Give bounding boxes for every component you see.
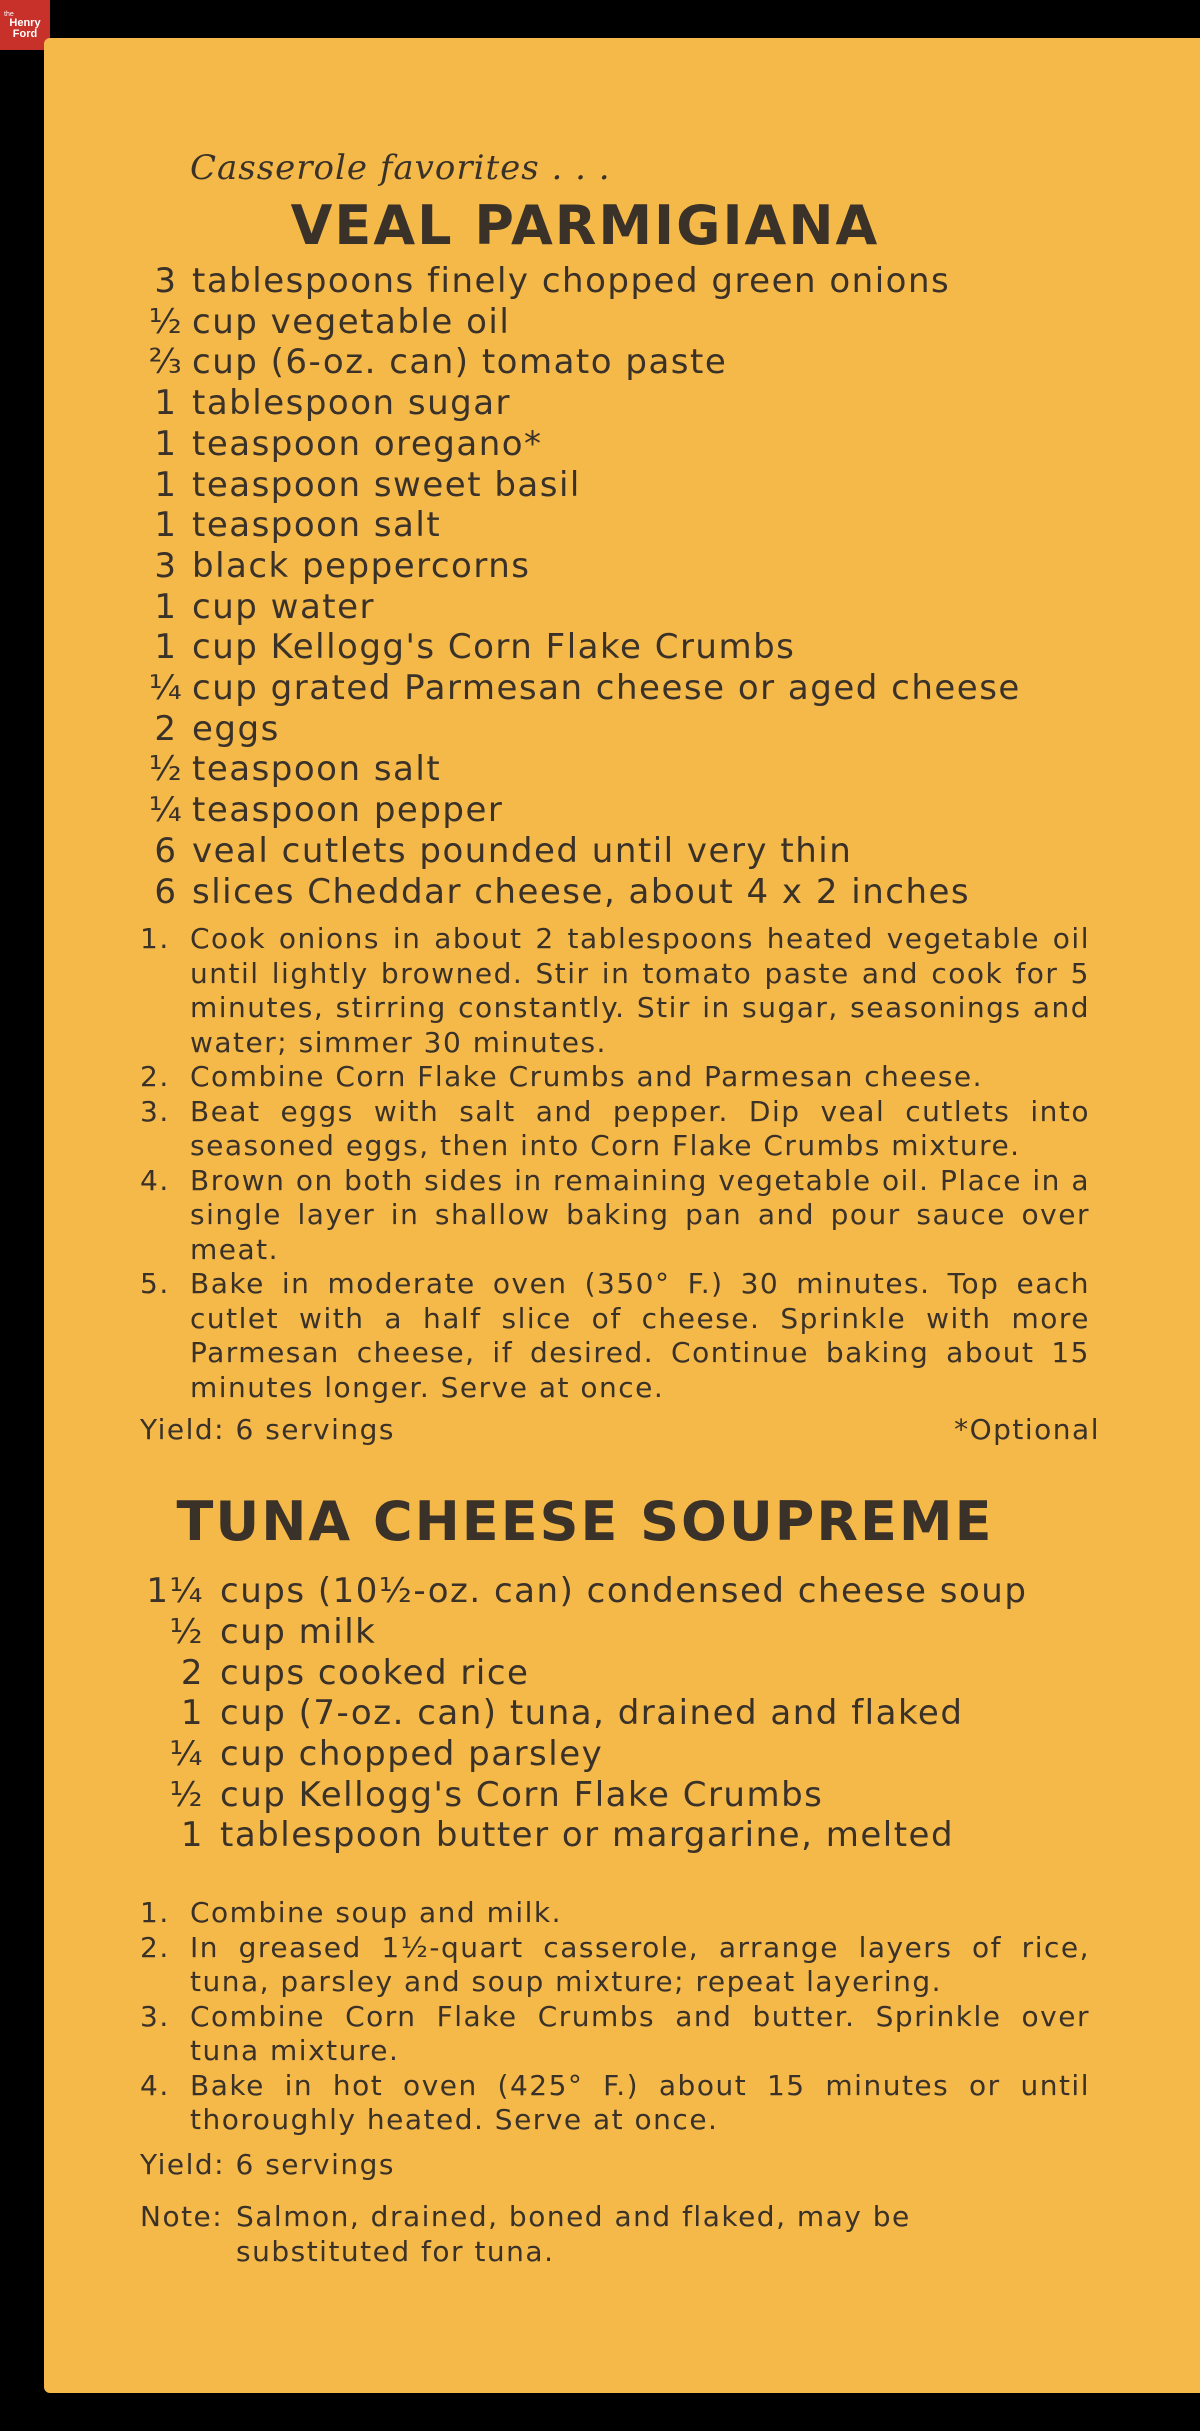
section-kicker: Casserole favorites . . . [190, 148, 611, 188]
ingredient-text: tablespoon sugar [192, 383, 512, 424]
step-number: 3. [140, 1999, 170, 2033]
ingredient-item [140, 1734, 1100, 1775]
ingredient-quantity: 1¼ [146, 1571, 204, 1612]
ingredient-item [140, 627, 1100, 668]
ingredient-text: teaspoon sweet basil [192, 464, 581, 505]
ingredient-list [140, 1571, 1100, 1856]
ingredient-text: black peppercorns [192, 545, 531, 586]
ingredient-item [140, 749, 1100, 790]
ingredient-item [140, 790, 1100, 831]
ingredient-item [140, 1693, 1100, 1734]
ingredient-text: cup Kellogg's Corn Flake Crumbs [220, 1774, 824, 1815]
ingredient-quantity: ¼ [148, 668, 184, 709]
ingredient-item [140, 424, 1100, 465]
instruction-step [140, 1267, 1100, 1405]
ingredient-item [140, 342, 1100, 383]
step-number: 5. [140, 1267, 170, 1301]
ingredient-quantity: 1 [180, 1815, 204, 1856]
ingredient-quantity: ½ [169, 1611, 204, 1652]
ingredient-text: cups cooked rice [220, 1652, 530, 1693]
ingredient-item [140, 1815, 1100, 1856]
logo-line-1: the [4, 10, 14, 18]
ingredient-text: cup grated Parmesan cheese or aged cheese [192, 668, 1021, 709]
ingredient-item [140, 302, 1100, 343]
step-text: Bake in hot oven (425° F.) about 15 minutes or until thoroughly heated. Serve at once. [190, 2068, 1090, 2137]
ingredient-quantity: 6 [154, 830, 178, 871]
ingredient-item [140, 1612, 1100, 1653]
ingredient-text: cup Kellogg's Corn Flake Crumbs [192, 627, 796, 668]
page-content [140, 108, 1100, 2269]
instruction-step [140, 2069, 1100, 2138]
step-text: Combine Corn Flake Crumbs and Parmesan cheese. [190, 1060, 984, 1094]
note-text: Salmon, drained, boned and flaked, may be substituted for tuna. [236, 2199, 911, 2268]
ingredient-quantity: 6 [154, 871, 178, 912]
ingredient-text: cup water [192, 586, 376, 627]
step-text: Brown on both sides in remaining vegetable oil. Place in a single layer in shallow baking pan and pour sauce over meat. [190, 1163, 1090, 1266]
step-text: In greased 1½-quart casserole, arrange layers of rice, tuna, parsley and soup mixture; repeat layering. [190, 1930, 1090, 1999]
ingredient-quantity: 1 [154, 505, 178, 546]
ingredient-text: cup chopped parsley [220, 1734, 604, 1775]
ingredient-quantity: 2 [180, 1652, 204, 1693]
instruction-list [140, 1896, 1100, 2138]
ingredient-quantity: ¼ [148, 790, 184, 831]
step-text: Combine Corn Flake Crumbs and butter. Sprinkle over tuna mixture. [190, 1999, 1090, 2068]
ingredient-item [140, 587, 1100, 628]
instruction-step [140, 1896, 1100, 1931]
ingredient-quantity: 1 [154, 586, 178, 627]
step-number: 1. [140, 1896, 170, 1930]
step-number: 1. [140, 922, 170, 956]
ingredient-text: teaspoon salt [192, 505, 442, 546]
ingredient-quantity: ⅔ [148, 342, 184, 383]
note-label: Note: [140, 2199, 224, 2233]
ingredient-text: cup vegetable oil [192, 301, 511, 342]
ingredient-quantity: ¼ [169, 1734, 204, 1775]
footnote-text: *Optional [954, 1413, 1100, 1447]
ingredient-item [140, 872, 1100, 913]
ingredient-quantity: 3 [154, 261, 178, 301]
ingredient-quantity: ½ [169, 1774, 204, 1815]
logo-line-3: Ford [12, 27, 38, 40]
ingredient-text: veal cutlets pounded until very thin [192, 830, 853, 871]
ingredient-list [140, 261, 1100, 912]
ingredient-text: cup milk [220, 1611, 377, 1652]
ingredient-text: teaspoon pepper [192, 790, 504, 831]
step-number: 3. [140, 1094, 170, 1128]
ingredient-item [140, 1775, 1100, 1816]
step-text: Beat eggs with salt and pepper. Dip veal cutlets into seasoned eggs, then into Corn Flake Crumbs mixture. [190, 1094, 1090, 1163]
ingredient-quantity: 1 [154, 383, 178, 424]
step-number: 4. [140, 2068, 170, 2102]
step-number: 2. [140, 1930, 170, 1964]
instruction-step [140, 1060, 1100, 1095]
henry-ford-logo [0, 0, 50, 50]
ingredient-text: tablespoon butter or margarine, melted [220, 1815, 955, 1856]
ingredient-item [140, 709, 1100, 750]
step-number: 4. [140, 1163, 170, 1197]
step-text: Combine soup and milk. [190, 1896, 563, 1930]
ingredient-quantity: 2 [154, 708, 178, 749]
ingredient-item [140, 831, 1100, 872]
ingredient-quantity: 1 [154, 627, 178, 668]
ingredient-item [140, 1571, 1100, 1612]
ingredient-quantity: ½ [148, 749, 184, 790]
yield-text: Yield: 6 servings [140, 1413, 395, 1447]
ingredient-quantity: ½ [148, 301, 184, 342]
ingredient-item [140, 505, 1100, 546]
ingredient-text: cup (6-oz. can) tomato paste [192, 342, 728, 383]
yield-row [140, 1413, 1100, 1446]
recipe-page [44, 38, 1200, 2393]
ingredient-text: tablespoons finely chopped green onions [192, 261, 951, 301]
instruction-step [140, 1931, 1100, 2000]
ingredient-item [140, 546, 1100, 587]
instruction-step [140, 922, 1100, 1060]
ingredient-text: teaspoon oregano* [192, 423, 543, 464]
ingredient-text: cups (10½-oz. can) condensed cheese soup [220, 1571, 1028, 1612]
ingredient-text: slices Cheddar cheese, about 4 x 2 inches [192, 871, 971, 912]
step-text: Cook onions in about 2 tablespoons heated vegetable oil until lightly browned. Stir in tomato paste and cook for 5 minutes, stirring constantly. Stir in sugar, seasonings and water; simmer 30 minutes. [190, 922, 1090, 1059]
ingredient-quantity: 3 [154, 545, 178, 586]
ingredient-quantity: 1 [180, 1693, 204, 1734]
ingredient-item [140, 668, 1100, 709]
ingredient-text: teaspoon salt [192, 749, 442, 790]
step-text: Bake in moderate oven (350° F.) 30 minutes. Top each cutlet with a half slice of cheese. Sprinkle with more Parmesan cheese, if desired. Continue baking about 15 minutes longer. Serve at once. [190, 1267, 1090, 1404]
logo-line-2: Henry [9, 16, 41, 29]
ingredient-item [140, 465, 1100, 506]
ingredient-item [140, 383, 1100, 424]
ingredient-item [140, 261, 1100, 302]
ingredient-quantity: 1 [154, 464, 178, 505]
yield-text: Yield: 6 servings [140, 2147, 395, 2181]
instruction-list [140, 922, 1100, 1405]
recipe-title: VEAL PARMIGIANA [290, 194, 880, 257]
instruction-step [140, 1164, 1100, 1268]
recipe-title: TUNA CHEESE SOUPREME [176, 1490, 994, 1554]
instruction-step [140, 1095, 1100, 1164]
ingredient-text: eggs [192, 708, 280, 749]
ingredient-text: cup (7-oz. can) tuna, drained and flaked [220, 1693, 964, 1734]
ingredient-item [140, 1653, 1100, 1694]
instruction-step [140, 2000, 1100, 2069]
note [140, 2199, 1100, 2269]
ingredient-quantity: 1 [154, 423, 178, 464]
step-number: 2. [140, 1060, 170, 1094]
